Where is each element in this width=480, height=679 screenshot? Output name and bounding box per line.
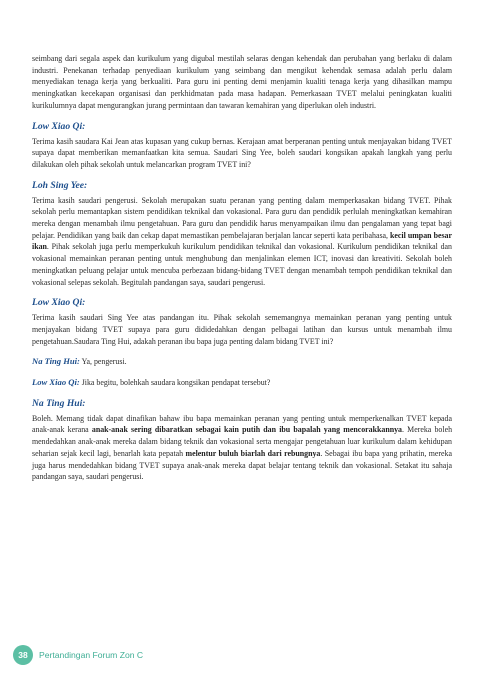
speech-text: . Pihak sekolah juga perlu memperkukuh kurikulum pendidikan teknikal dan vokasional. Kurikulum pendidikan teknikal dan vokasional memainkan peranan penting untuk menghubung dan menjalinkan elemen ICT, inovasi dan kreativiti. Sekolah boleh meningkatkan peluang pelajar untuk mencuba perbezaan bidang-bidang TVET dengan menambah tempoh pendidikan teknikal dan vokasional selepas sekolah. Begitulah pandangan saya, saudari pengerusi. xyxy=(32,242,452,287)
speech-paragraph xyxy=(32,377,452,389)
intro-paragraph: seimbang dari segala aspek dan kurikulum yang digubal mestilah selaras dengan kehendak dan perubahan yang berlaku di dalam industri. Penekanan terhadap penyediaan kurikulum yang seimbang dan mengikut kehendak semasa adalah perlu dalam menyediakan tenaga kerja yang berkualiti. Para guru ini penting demi menjamin kualiti tenaga kerja yang dihasilkan mampu meningkatkan kecekapan organisasi dan perkhidmatan pada masa hadapan. Pemerkasaan TVET melalui peningkatan kualiti kurikulumnya dapat mengurangkan jurang permintaan dan tawaran kemahiran yang diperlukan oleh industri. xyxy=(32,54,452,110)
proverb-bold: anak-anak sering dibaratkan sebagai kain putih dan ibu bapalah yang mencorakkannya xyxy=(91,425,402,435)
speech-paragraph xyxy=(32,413,452,483)
speech-text: Ya, pengerusi. xyxy=(79,357,127,367)
speech-paragraph: Terima kasih saudari Sing Yee atas pandangan itu. Pihak sekolah sememangnya memainkan peranan yang penting untuk menjayakan bidang TVET supaya para guru dididedahkan dengan pelbagai latihan dan kursus untuk menambah ilmu pengetahuan.Saudara Ting Hui, adakah peranan ibu bapa juga penting dalam bidang TVET ini? xyxy=(32,313,452,346)
speech-text: Terima kasih saudari pengerusi. Sekolah merupakan suatu peranan yang penting dalam memperkasakan bidang TVET. Pihak sekolah perlu memantapkan sistem pendidikan teknikal dan vokasional. Para guru dan pendidik perlulah meningkatkan kemahiran mereka dengan menambah ilmu pengetahuan. Para guru dan pendidik harus menyampaikan ilmu dan pengalaman yang tepat bagi pelajar. Pendidikan yang baik dan cekap dapat memastikan pembelajaran berjalan lancar seperti kata peribahasa, xyxy=(32,195,452,240)
proverb-bold: melentur buluh biarlah dari rebungnya xyxy=(185,448,321,458)
footer-title: Pertandingan Forum Zon C xyxy=(39,650,144,660)
speech-text: Boleh. Memang tidak dapat dinafikan bahaw ibu bapa memainkan peranan yang penting untuk memperkenalkan TVET kepada anak-anak kerana xyxy=(32,413,452,435)
speaker-name: Low Xiao Qi: xyxy=(32,120,86,132)
document-body xyxy=(32,53,452,483)
speech-text: . Sebagai ibu bapa yang prihatin, mereka juga harus mendedahkan bidang TVET supaya anak-anak mereka dapat belajar tentang teknik dan vokasional. Setakat itu sahaja pandangan saya, saudari pengerusi. xyxy=(32,448,452,482)
speaker-name: Low Xiao Qi: xyxy=(32,297,86,309)
page-footer xyxy=(13,645,143,665)
speech-paragraph: Terima kasih saudara Kai Jean atas kupasan yang cukup bernas. Kerajaan amat berperanan penting untuk menjayakan bidang TVET supaya dapat memberikan memanfaatkan kita semua. Saudari Sing Yee, boleh saudari kongsikan apakah langkah yang perlu dilakukan oleh pihak sekolah untuk melancarkan program TVET ini? xyxy=(32,136,452,169)
speaker-name: Loh Sing Yee: xyxy=(32,179,88,191)
speaker-name: Na Ting Hui: xyxy=(32,356,80,367)
speech-paragraph xyxy=(32,195,452,289)
speaker-name: Na Ting Hui: xyxy=(32,397,86,409)
speech-text: . Mereka boleh mendedahkan anak-anak mereka dalam bidang teknik dan vokasional serta mengajar pengetahuan luar kurikulum dalam kehidupan seharian sejak kecil lagi, benarlah kata pepatah xyxy=(32,425,453,458)
proverb-bold: kecil umpan besar ikan xyxy=(32,230,452,252)
page-number-badge: 38 xyxy=(13,645,33,665)
speech-paragraph xyxy=(32,356,452,368)
speech-text: Jika begitu, bolehkah saudara kongsikan pendapat tersebut? xyxy=(79,378,271,388)
speaker-name: Low Xiao Qi: xyxy=(32,377,80,388)
